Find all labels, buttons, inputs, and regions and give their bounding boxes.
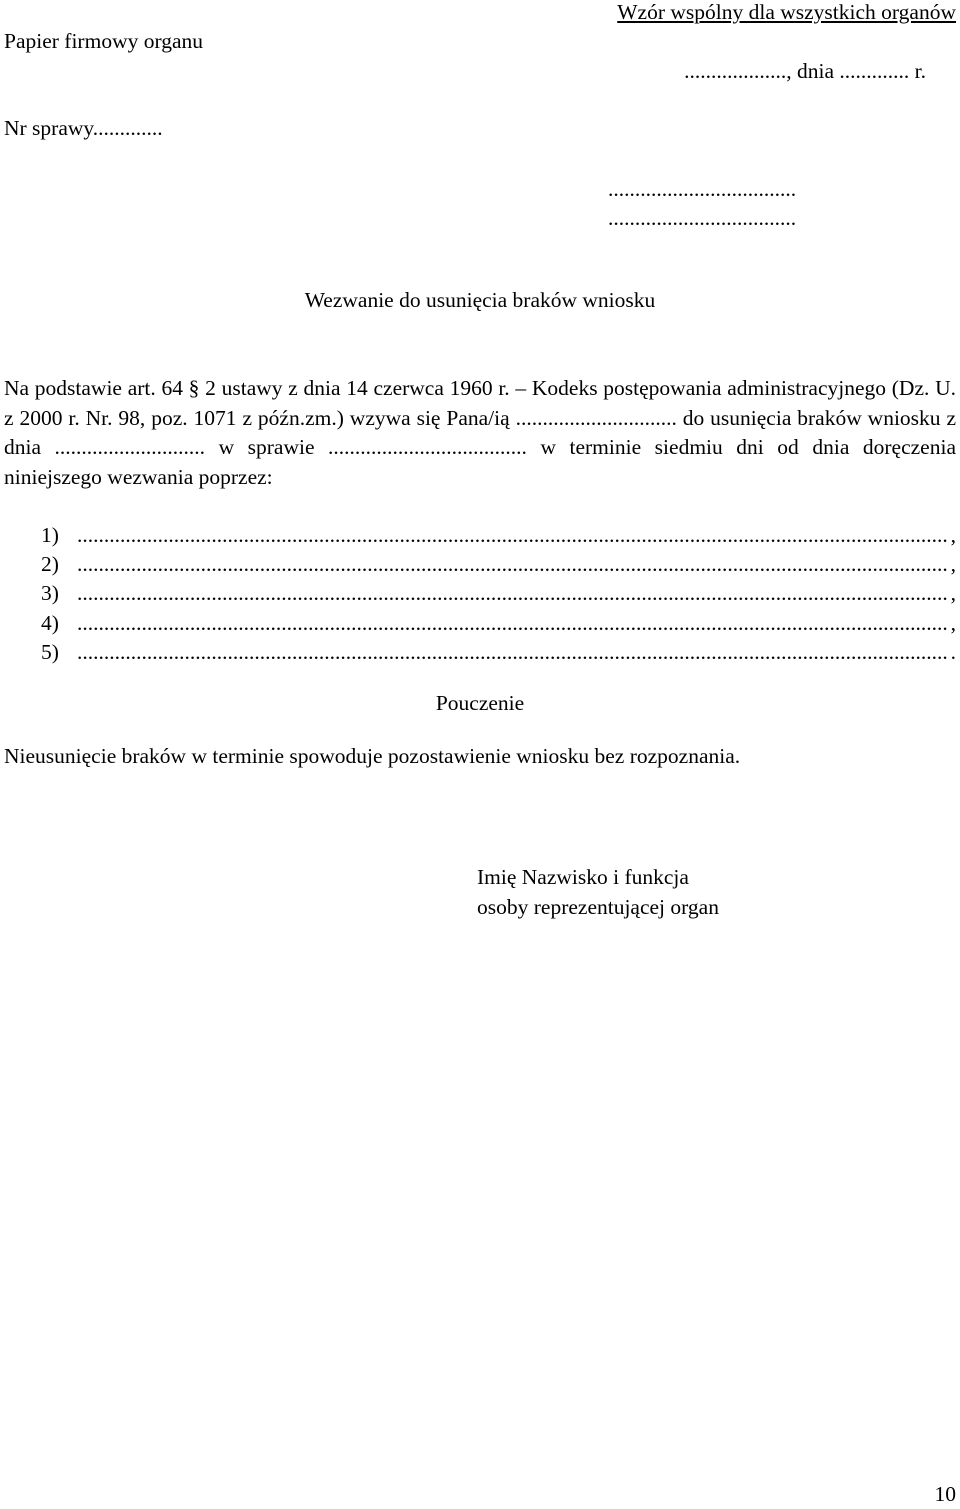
item-number: 5) <box>41 639 59 664</box>
item-number: 4) <box>41 610 59 635</box>
list-item <box>41 521 956 550</box>
items-list <box>41 521 956 667</box>
case-number: Nr sprawy............. <box>4 116 163 140</box>
item-dots: .................................................................................................................................................................. <box>77 610 948 635</box>
signature-line-1: Imię Nazwisko i funkcja <box>477 865 689 889</box>
item-number: 3) <box>41 581 59 606</box>
item-number: 2) <box>41 552 59 577</box>
item-dots: .................................................................................................................................................................. <box>77 552 948 577</box>
item-dots: .................................................................................................................................................................. <box>77 581 948 606</box>
body-paragraph: Na podstawie art. 64 § 2 ustawy z dnia 14 czerwca 1960 r. – Kodeks postępowania administracyjnego (Dz. U. z 2000 r. Nr. 98, poz. 1071 z późn.zm.) wzywa się Pana/ią .............................. do usunięcia braków wniosku z dnia ............................ w sprawie ..................................... w terminie siedmiu dni od dnia doręczenia niniejszego wezwania poprzez: <box>4 376 956 489</box>
list-item <box>41 609 956 638</box>
addressee-line-2: ................................... <box>608 206 797 230</box>
list-item <box>41 638 956 667</box>
item-end-mark: , <box>950 523 956 547</box>
instruction-text: Nieusunięcie braków w terminie spowoduje pozostawienie wniosku bez rozpoznania. <box>4 744 741 768</box>
place-date-line: ..................., dnia ............. r. <box>684 59 926 83</box>
addressee-line-1: ................................... <box>608 177 797 201</box>
instruction-title: Pouczenie <box>435 691 525 715</box>
letterhead-placeholder: Papier firmowy organu <box>4 29 204 53</box>
item-end-mark: . <box>950 639 956 664</box>
item-end-mark: , <box>950 581 956 606</box>
item-end-mark: , <box>950 610 956 635</box>
list-item <box>41 550 956 579</box>
signature-block <box>477 862 719 922</box>
item-dots: .................................................................................................................................................................. <box>77 639 948 664</box>
item-dots: .................................................................................................................................................................. <box>77 523 948 547</box>
item-number: 1) <box>41 523 59 547</box>
item-end-mark: , <box>950 552 956 577</box>
page-number: 10 <box>934 1481 956 1506</box>
addressee-block <box>608 175 796 233</box>
pattern-note: Wzór wspólny dla wszystkich organów <box>617 0 956 24</box>
document-title: Wezwanie do usunięcia braków wniosku <box>304 288 656 312</box>
signature-line-2: osoby reprezentującej organ <box>477 895 719 919</box>
list-item <box>41 579 956 608</box>
